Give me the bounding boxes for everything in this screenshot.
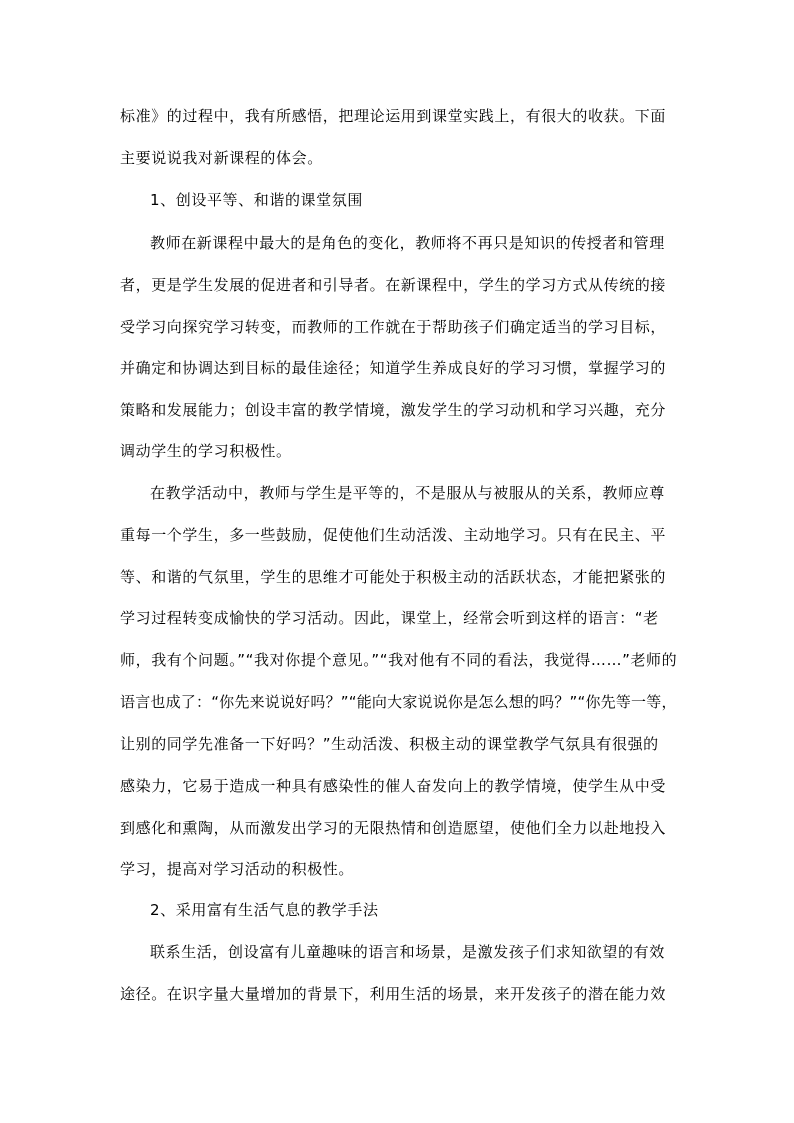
paragraph-line: 联系生活，创设富有儿童趣味的语言和场景，是激发孩子们求知欲望的有效 [150,943,665,961]
paragraph-line: 教师在新课程中最大的是角色的变化，教师将不再只是知识的传授者和管理 [150,234,665,252]
paragraph-line: 语言也成了：“你先来说说好吗？”“能向大家说说你是怎么想的吗？”“你先等一等， [120,693,677,711]
paragraph-line: 并确定和协调达到目标的最佳途径；知道学生养成良好的学习习惯，掌握学习的 [120,359,667,377]
section-heading-2: 2、采用富有生活气息的教学手法 [150,901,379,919]
paragraph-line: 者，更是学生发展的促进者和引导者。在新课程中，学生的学习方式从传统的接 [120,276,667,294]
paragraph-line: 受学习向探究学习转变，而教师的工作就在于帮助孩子们确定适当的学习目标， [120,318,667,336]
paragraph-line: 主要说说我对新课程的体会。 [120,149,323,167]
paragraph-line: 调动学生的学习积极性。 [120,442,292,460]
paragraph-line: 在教学活动中，教师与学生是平等的，不是服从与被服从的关系，教师应尊 [150,484,665,502]
paragraph-line: 感染力，它易于造成一种具有感染性的催人奋发向上的教学情境，使学生从中受 [120,777,667,795]
section-heading-1: 1、创设平等、和谐的课堂氛围 [150,191,363,209]
paragraph-line: 让别的同学先准备一下好吗？”生动活泼、积极主动的课堂教学气氛具有很强的 [120,735,659,753]
paragraph-line: 策略和发展能力；创设丰富的教学情境，激发学生的学习动机和学习兴趣，充分 [120,401,667,419]
paragraph-line: 学习过程转变成愉快的学习活动。因此，课堂上，经常会听到这样的语言：“老 [120,609,659,627]
paragraph-line: 到感化和熏陶，从而激发出学习的无限热情和创造愿望，使他们全力以赴地投入 [120,819,667,837]
paragraph-line: 师，我有个问题。”“我对你提个意见。”“我对他有不同的看法，我觉得……”老师的 [120,651,678,669]
paragraph-line: 学习，提高对学习活动的积极性。 [120,860,355,878]
paragraph-line: 途径。在识字量大量增加的背景下，利用生活的场景，来开发孩子的潜在能力效 [120,985,667,1003]
paragraph-line: 重每一个学生，多一些鼓励，促使他们生动活泼、主动地学习。只有在民主、平 [120,526,667,544]
paragraph-line: 标准》的过程中，我有所感悟，把理论运用到课堂实践上，有很大的收获。下面 [120,107,667,125]
paragraph-line: 等、和谐的气氛里，学生的思维才可能处于积极主动的活跃状态，才能把紧张的 [120,568,667,586]
